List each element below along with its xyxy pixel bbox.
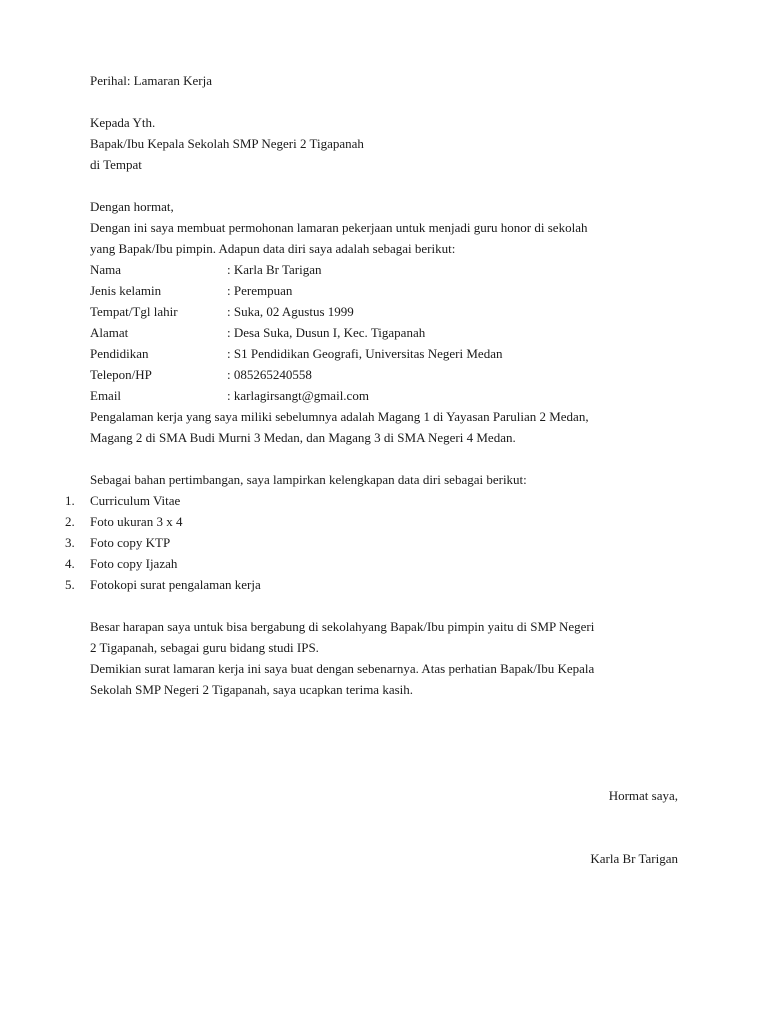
hope-line-1: Besar harapan saya untuk bisa bergabung di sekolahyang Bapak/Ibu pimpin yaitu di SMP Negeri <box>90 619 595 634</box>
list-item <box>65 532 680 553</box>
personal-data-table <box>90 259 680 406</box>
list-text: Foto ukuran 3 x 4 <box>90 514 183 529</box>
greeting: Dengan hormat, <box>90 199 174 214</box>
recipient-block <box>90 112 680 175</box>
field-label: Pendidikan <box>90 346 149 361</box>
list-item <box>65 490 680 511</box>
list-text: Foto copy KTP <box>90 535 171 550</box>
subject-line <box>90 70 680 91</box>
field-row-pendidikan <box>90 343 680 364</box>
field-row-tempat-tgl-lahir <box>90 301 680 322</box>
experience-line-1: Pengalaman kerja yang saya miliki sebelumnya adalah Magang 1 di Yayasan Parulian 2 Medan, <box>90 409 589 424</box>
subject-text: Perihal: Lamaran Kerja <box>90 73 212 88</box>
field-value: : Perempuan <box>227 283 293 298</box>
list-text: Curriculum Vitae <box>90 493 181 508</box>
closing-line-1: Demikian surat lamaran kerja ini saya buat dengan sebenarnya. Atas perhatian Bapak/Ibu Kepala <box>90 661 595 676</box>
field-label: Tempat/Tgl lahir <box>90 304 178 319</box>
field-value: : Suka, 02 Agustus 1999 <box>227 304 354 319</box>
field-value: : Desa Suka, Dusun I, Kec. Tigapanah <box>227 325 426 340</box>
field-value: : S1 Pendidikan Geografi, Universitas Negeri Medan <box>227 346 503 361</box>
field-row-nama <box>90 259 680 280</box>
list-item <box>65 553 680 574</box>
signoff: Hormat saya, <box>608 788 678 803</box>
field-label: Alamat <box>90 325 129 340</box>
attachments-intro: Sebagai bahan pertimbangan, saya lampirkan kelengkapan data diri sebagai berikut: <box>90 472 527 487</box>
field-row-jenis-kelamin <box>90 280 680 301</box>
list-number: 5. <box>65 577 75 592</box>
list-number: 3. <box>65 535 75 550</box>
field-label: Email <box>90 388 122 403</box>
list-number: 1. <box>65 493 75 508</box>
closing-block <box>90 616 680 700</box>
list-item <box>65 574 680 595</box>
field-row-email <box>90 385 680 406</box>
list-item <box>65 511 680 532</box>
recipient-name: Bapak/Ibu Kepala Sekolah SMP Negeri 2 Tigapanah <box>90 136 364 151</box>
intro-line-2: yang Bapak/Ibu pimpin. Adapun data diri saya adalah sebagai berikut: <box>90 241 456 256</box>
field-row-alamat <box>90 322 680 343</box>
attachments-intro-block <box>90 469 680 490</box>
signature-name: Karla Br Tarigan <box>590 851 678 866</box>
field-row-telepon <box>90 364 680 385</box>
recipient-salutation: Kepada Yth. <box>90 115 156 130</box>
field-label: Telepon/HP <box>90 367 152 382</box>
list-text: Foto copy Ijazah <box>90 556 178 571</box>
field-value: : Karla Br Tarigan <box>227 262 322 277</box>
attachments-list <box>65 490 680 595</box>
body-block <box>90 196 680 448</box>
experience-line-2: Magang 2 di SMA Budi Murni 3 Medan, dan Magang 3 di SMA Negeri 4 Medan. <box>90 430 516 445</box>
list-text: Fotokopi surat pengalaman kerja <box>90 577 261 592</box>
hope-line-2: 2 Tigapanah, sebagai guru bidang studi IPS. <box>90 640 319 655</box>
intro-line-1: Dengan ini saya membuat permohonan lamaran pekerjaan untuk menjadi guru honor di sekolah <box>90 220 588 235</box>
list-number: 2. <box>65 514 75 529</box>
list-number: 4. <box>65 556 75 571</box>
recipient-place: di Tempat <box>90 157 142 172</box>
field-label: Jenis kelamin <box>90 283 162 298</box>
field-value: : karlagirsangt@gmail.com <box>227 388 369 403</box>
closing-line-2: Sekolah SMP Negeri 2 Tigapanah, saya ucapkan terima kasih. <box>90 682 414 697</box>
field-value: : 085265240558 <box>227 367 312 382</box>
field-label: Nama <box>90 262 122 277</box>
